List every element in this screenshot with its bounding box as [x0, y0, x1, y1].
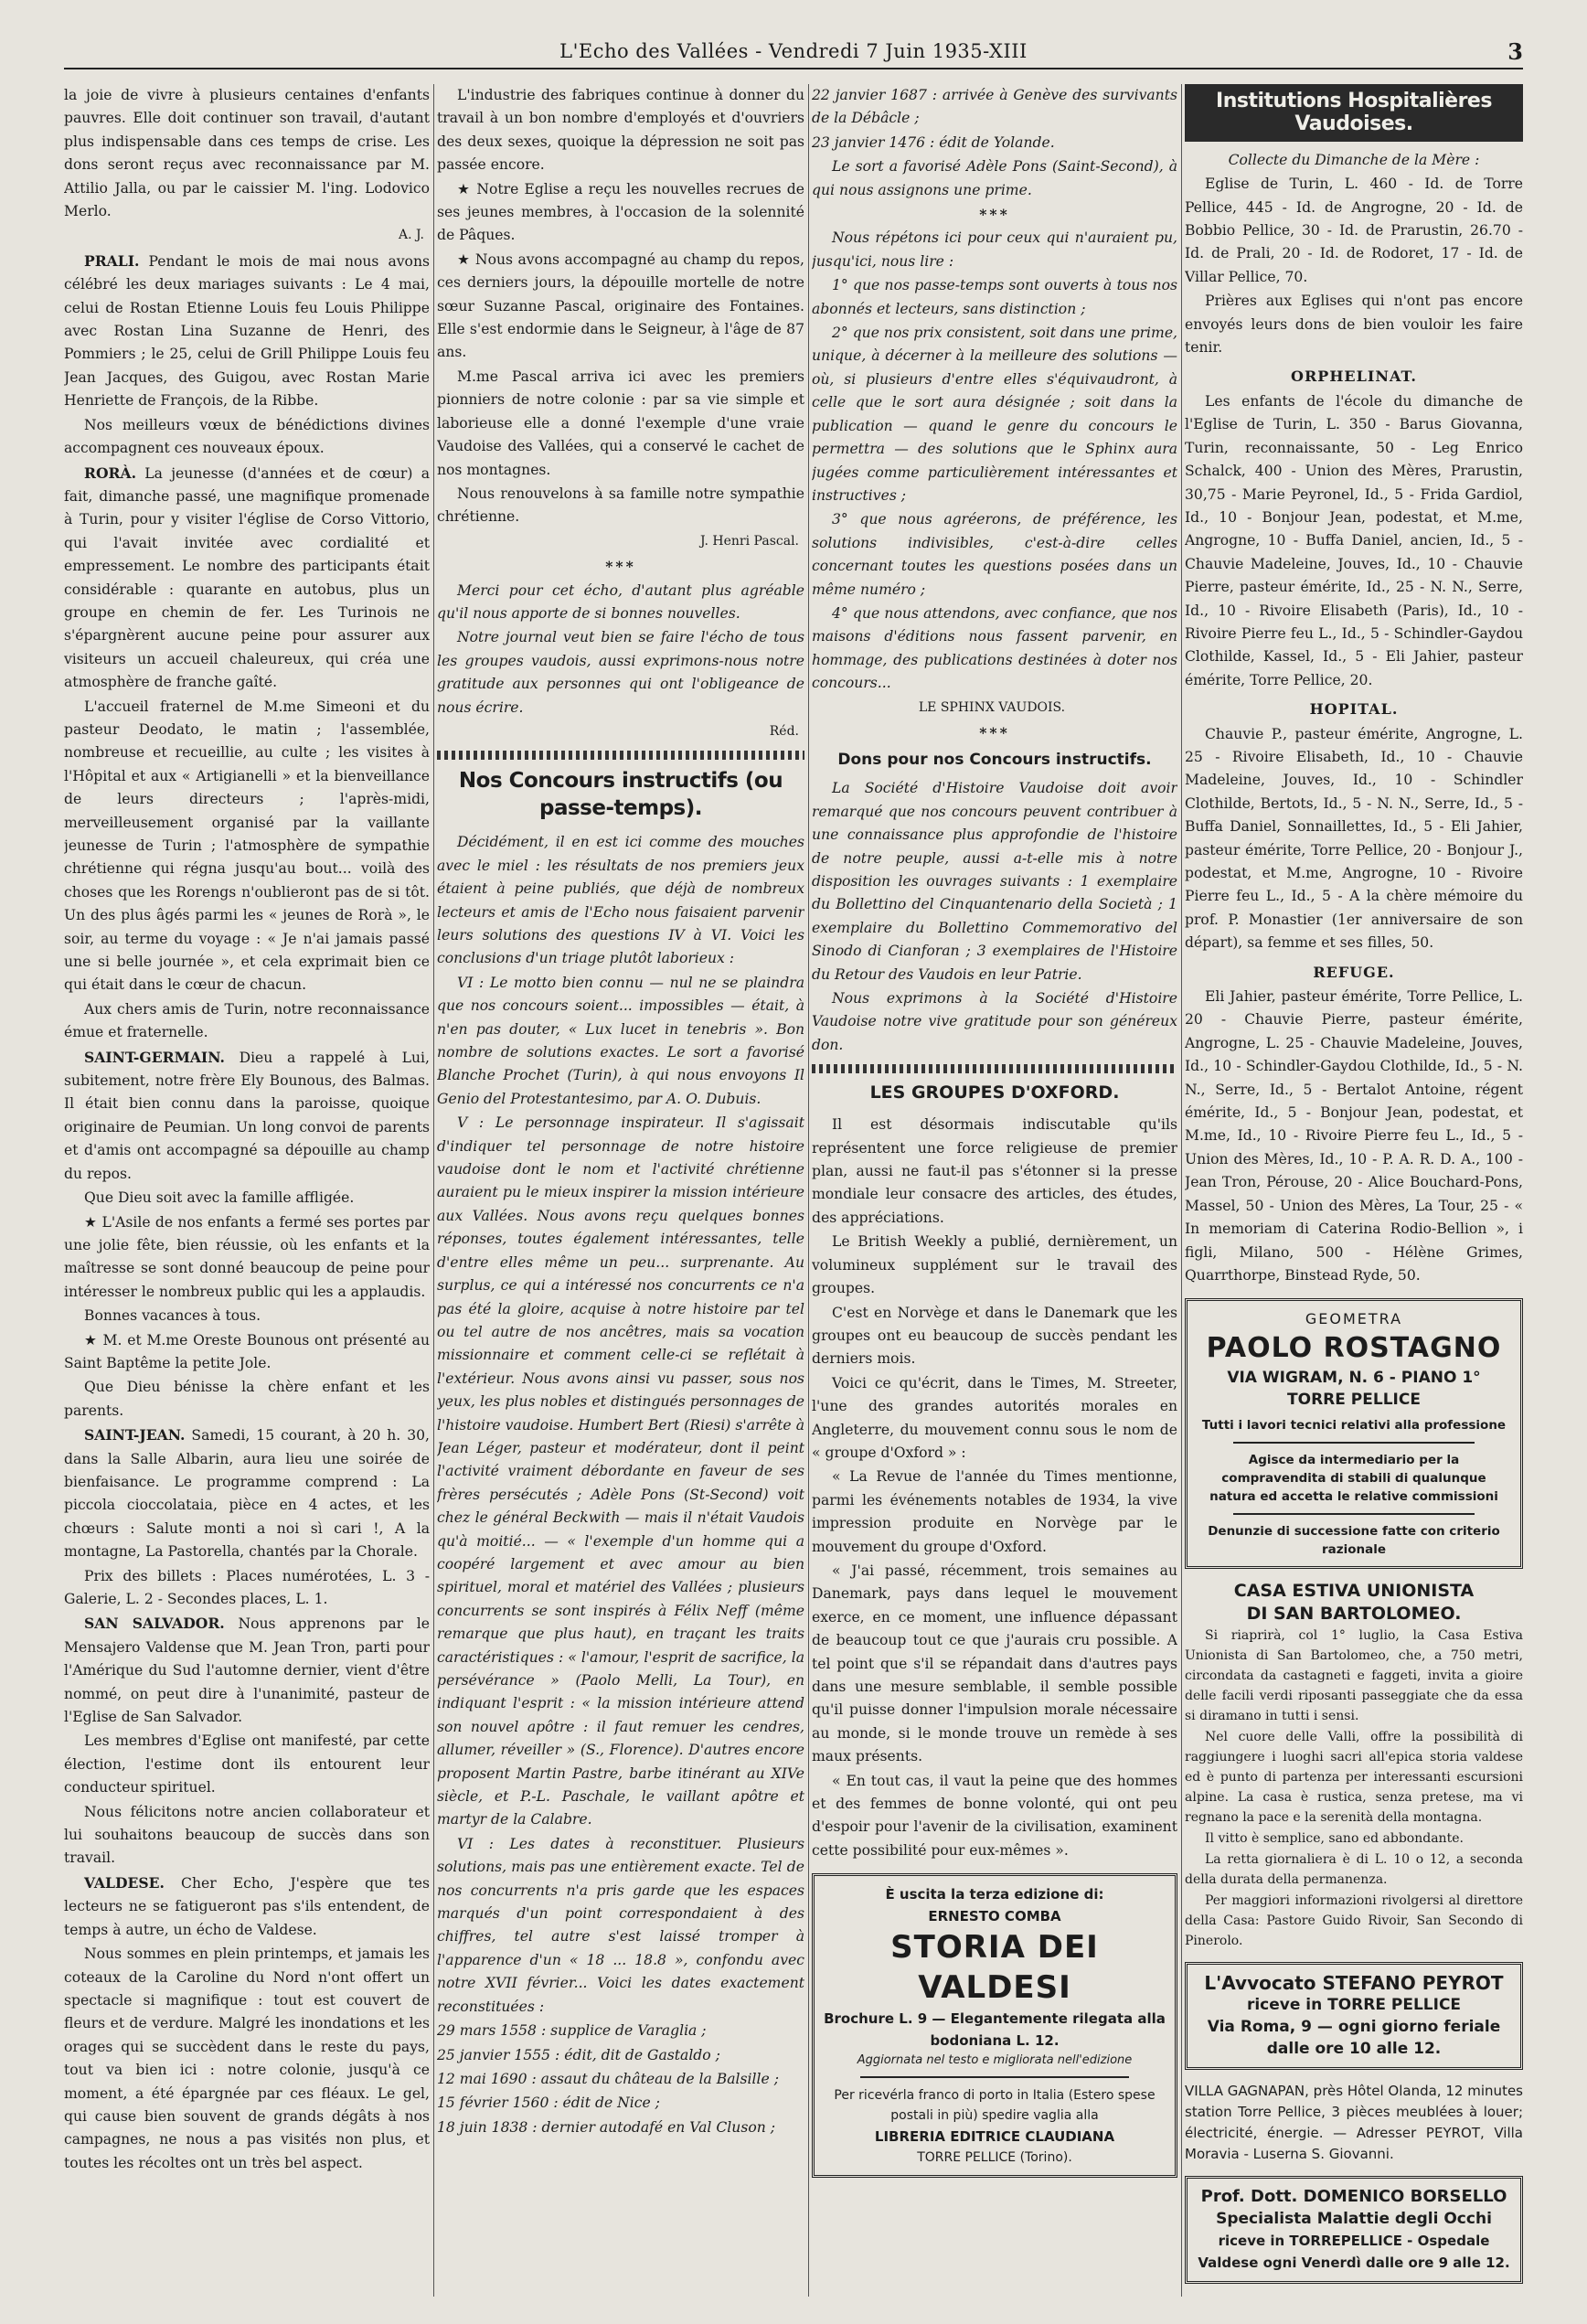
paragraph: RORÀ. La jeunesse (d'années et de cœur) a fait, dimanche passé, une magnifique promenade à Turin, pour y visiter l'église de Corso Vittorio, qui l'avait invitée avec cordialité et empressement. Le nombre des participants était considérable : quarante en autobus, plus un groupe en chemin de fer. Les Turinois ne s'épargnèrent aucune peine pour assurer aux visiteurs un accueil chaleureux, qui créa une atmosphère de franche gaîté. [64, 464, 430, 691]
header-title: L'Echo des Vallées - Vendredi 7 Juin 1935-XIII [559, 40, 1028, 62]
paragraph: ★ L'Asile de nos enfants a fermé ses portes par une jolie fête, bien réussie, où les enfants et la maîtresse se sont donné beaucoup de peine pour intéresser le nombreux public qui les a applaudis. [64, 1213, 430, 1300]
paragraph: Il vitto è semplice, sano ed abbondante. [1205, 1831, 1464, 1847]
paragraph: Décidément, il en est ici comme des mouches avec le miel : les résultats de nos premiers jeux étaient à peine publiés, que déjà de nombreux lecteurs et amis de l'Echo nous faisaient parvenir leurs solutions des questions IV à VI. Voici les conclusions d'un triage plutôt laborieux : [437, 834, 804, 967]
ad-line: Via Roma, 9 — ogni giorno feriale dalle ore 10 alle 12. [1207, 2018, 1501, 2059]
paragraph: Aux chers amis de Turin, notre reconnaissance émue et fraternelle. [64, 1000, 430, 1041]
advertisement-avvocato-peyrot [1185, 1962, 1523, 2070]
paragraph: Chauvie P., pasteur émérite, Angrogne, L. 25 - Rivoire Elisabeth, Id., 10 - Chauvie Madeleine, Jouves, Id., 10 - Schindler Clothilde, Bertots, Id., 5 - N. N., Serre, Id., 5 - Buffa Daniel, Sonnaillettes, Id., 5 - Eli Jahier, pasteur émérite, Torre Pellice, 20 - Bonjour J., podestat, et M.me, Angrogne, 10 - Rivoire Pierre feu L., Id., 5 - A la chère mémoire du prof. P. Monastier (1er anniversaire de son départ), sa femme et ses filles, 50. [1185, 725, 1523, 952]
signature: Réd. [769, 723, 799, 739]
paragraph: Per maggiori informazioni rivolgersi al direttore della Casa: Pastore Guido Rivoir, San Secondo di Pinerolo. [1185, 1893, 1523, 1949]
paragraph: « J'ai passé, récemment, trois semaines au Danemark, pays dans lequel le mouvement exerce, en ce moment, une influence dépassant de beaucoup tout ce que j'aurais cru possible. A tel point que s'il se répandait dans d'autres pays dans une mesure semblable, il semble possible qu'il puisse donner l'impulsion morale nécessaire au monde, si le monde trouve un remède à ses maux présents. [812, 1562, 1177, 1765]
section-heading: SAN SALVADOR. [84, 1615, 225, 1633]
paragraph: V : Le personnage inspirateur. Il s'agissait d'indiquer tel personnage de notre histoire vaudoise dont le nom et l'activité chrétienne auraient pu le mieux inspirer la mission intérieure aux Vallées. Nous avons reçu quelques bonnes réponses, toutes également intéressantes, telle d'entre elles même un peu... surprenante. Au surplus, ce qui a intéressé nos concurrents ce n'a pas été la gloire, acquise à notre histoire par tel ou tel autre de nos ancêtres, mais sa vocation missionnaire et comment celle-ci se reflétait à l'extérieur. Nous avons ainsi vu passer, sous nos yeux, les plus nobles et distingués personnages de l'histoire vaudoise. Humbert Bert (Riesi) s'arrête à Jean Léger, pasteur et modérateur, dont il peint l'activité vraiment débordante en faveur de ses frères persécutés ; Adèle Pons (St-Second) voit chez le général Beckwith — mais il n'était Vaudois qu'à moitié... — « l'exemple d'un homme qui a coopéré largement et avec amour au bien spirituel, moral et matériel des Vallées ; plusieurs concurrents se sont inspirés à Félix Neff (même remarque que plus haut), en traçant les traits caractéristiques : « l'amour, l'esprit de sacrifice, la persévérance » (Paolo Melli, La Tour), en indiquant l'esprit : « la mission intérieure attend son nouvel apôtre : il faut remuer les cendres, allumer, réveiller » (S., Florence). D'autres encore proposent Martin Pastre, barbe itinérant au XIVe siècle, et P.-L. Paschale, le vaillant apôtre et martyr de la Calabre. [437, 1114, 804, 1828]
section-heading: ORPHELINAT. [1291, 368, 1417, 386]
ornamental-divider [437, 751, 804, 760]
list-item: 2° que nos prix consistent, soit dans une prime, unique, à décerner à la meilleure des solutions — où, si plusieurs d'entre elles s'équivaudront, à celle que le sort aura désignée ; soit dans la publication — quand le genre du concours le permettra — des solutions que le Sphinx aura jugées comme particulièrement intéressantes et instructives ; [812, 325, 1177, 504]
ad-title: L'Avvocato STEFANO PEYROT [1204, 1972, 1504, 1995]
column-rule [433, 84, 434, 2297]
page-header [64, 37, 1523, 69]
paragraph: La retta giornaliera è di L. 10 o 12, a seconda della durata della permanenza. [1185, 1852, 1523, 1888]
ad-line: GEOMETRA [1305, 1310, 1403, 1328]
ad-line: riceve in TORREPELLICE - Ospedale Valdese ogni Venerdì dalle ore 9 alle 12. [1198, 2233, 1510, 2272]
ad-line: Brochure L. 9 — Elegantemente rilegata alla bodoniana L. 12. [824, 2010, 1166, 2050]
ad-line: È uscita la terza edizione di: [885, 1886, 1104, 1903]
paragraph: Que Dieu soit avec la famille affligée. [84, 1189, 355, 1207]
paragraph: SAN SALVADOR. Nous apprenons par le Mensajero Valdense que M. Jean Tron, parti pour l'Amérique du Sud l'automne dernier, vient d'être nommé, on peut dire à l'unanimité, pasteur de l'Eglise de San Salvador. [64, 1615, 430, 1726]
advertisement-geometra [1185, 1298, 1523, 1569]
column-1 [64, 84, 430, 2297]
paragraph: Nous félicitons notre ancien collaborateur et lui souhaitons beaucoup de succès dans son travail. [64, 1803, 430, 1867]
paragraph: « La Revue de l'année du Times mentionne, parmi les événements notables de 1934, la vive impression produite en Norvège par le mouvement du groupe d'Oxford. [812, 1468, 1177, 1555]
ad-title: CASA ESTIVA UNIONISTA [1233, 1581, 1475, 1602]
paragraph: « En tout cas, il vaut la peine que des hommes et des femmes de bonne volonté, qui ont peu d'espoir pour l'avenir de la civilisation, examinent cette possibilité pour eux-mêmes ». [812, 1772, 1177, 1859]
ad-line: Per ricevérla franco di porto in Italia (Estero spese postali in più) spedire vaglia alla [834, 2088, 1156, 2124]
article-heading: LES GROUPES D'OXFORD. [869, 1082, 1120, 1103]
column-2 [437, 84, 804, 2297]
column-rule [1181, 84, 1182, 2297]
paragraph: la joie de vivre à plusieurs centaines d'enfants pauvres. Elle doit continuer son travail, d'autant plus indispensable dans ces temps de crise. Les dons seront reçus avec reconnaissance par M. Attilio Jalla, ou par le caissier M. l'ing. Lodovico Merlo. [64, 87, 430, 220]
paragraph: SAINT-JEAN. Samedi, 15 courant, à 20 h. 30, dans la Salle Albarin, aura lieu une soirée de bienfaisance. Le programme comprend : La piccola cioccolataia, pièce en 4 actes, et les chœurs : Salute monti a noi sì cari !, A la montagne, La Pastorella, chantés par la Chorale. [64, 1426, 430, 1561]
paragraph: Nous exprimons à la Société d'Histoire Vaudoise notre vive gratitude pour son généreux don. [812, 990, 1177, 1053]
section-heading: SAINT-JEAN. [84, 1426, 186, 1445]
paragraph: Bonnes vacances à tous. [84, 1307, 261, 1325]
advertisement-storia-dei-valdesi [812, 1873, 1177, 2178]
paragraph: Les enfants de l'école du dimanche de l'Eglise de Turin, L. 350 - Barus Giovanna, Turin, reconnaissante, 50 - Leg Enrico Schalck, 400 - Union des Mères, Prarustin, 30,75 - Marie Peyronel, Id., 5 - Frida Gardiol, Id., 10 - Bonjour Jean, podestat, et M.me, Angrogne, 10 - Buffa Daniel, ancien, Id., 5 - Chauvie Madeleine, Jouves, Id., 10 - Chauvie Pierre, pasteur émérite, Id., 25 - N. N., Serre, Id., 10 - Rivoire Elisabeth (Paris), Id., 10 - Rivoire Pierre feu L., Id., 5 - Schindler-Gaydou Clothilde, Kassel, Id., 5 - Eli Jahier, pasteur émérite, Torre Pellice, 20. [1185, 392, 1523, 688]
paragraph: Nous sommes en plein printemps, et jamais les coteaux de la Caroline du Nord n'ont offert un spectacle si magnifique : tout est couvert de fleurs et de verdure. Malgré les inondations et les orages qui se succèdent dans le reste du pays, tout va bien ici : notre colonie, jusqu'à ce moment, a été épargnée par ces fléaux. Le gel, qui cause bien souvent de grands dégâts à nos campagnes, ne nous a pas visités non plus, et toutes les récoltes ont un très bel aspect. [64, 1946, 430, 2171]
paragraph: Le British Weekly a publié, dernièrement, un volumineux supplément sur le travail des groupes. [812, 1233, 1177, 1297]
ad-line: VIA WIGRAM, N. 6 - PIANO 1° [1227, 1369, 1481, 1388]
paragraph: L'industrie des fabriques continue à donner du travail à un bon nombre d'employés et d'ouvriers des deux sexes, quoique la dépression ne soit pas passée encore. [437, 87, 804, 174]
paragraph: ★ Notre Eglise a reçu les nouvelles recrues de ses jeunes membres, à l'occasion de la solennité de Pâques. [437, 180, 804, 244]
paragraph: C'est en Norvège et dans le Danemark que les groupes ont eu beaucoup de succès pendant les derniers mois. [812, 1304, 1177, 1368]
banner-heading: Institutions Hospitalières Vaudoises. [1185, 84, 1523, 142]
date-line: 23 janvier 1476 : édit de Yolande. [812, 133, 1055, 151]
column-3 [812, 84, 1177, 2297]
section-heading: SAINT-GERMAIN. [84, 1048, 225, 1066]
ad-line: Aggiornata nel testo e migliorata nell'edizione [857, 2053, 1133, 2068]
signature: A. J. [399, 228, 424, 243]
ad-rule [1233, 1442, 1475, 1444]
paragraph: Nous répétons ici pour ceux qui n'auraient pu, jusqu'ici, nous lire : [812, 229, 1177, 270]
separator-stars: *** [979, 206, 1010, 224]
paragraph: M.me Pascal arriva ici avec les premiers pionniers de notre colonie : par sa vie simple et laborieuse elle a donné l'exemple d'une vraie Vaudoise des Vallées, qui a conservé le cachet de nos montagnes. [437, 368, 804, 478]
list-item: 4° que nous attendons, avec confiance, que nos maisons d'éditions nous fassent parvenir, en hommage, des publications destinées à doter nos concours... [812, 604, 1177, 692]
paragraph: ★ M. et M.me Oreste Bounous ont présenté au Saint Baptême la petite Jole. [64, 1331, 430, 1371]
paragraph: VI : Les dates à reconstituer. Plusieurs solutions, mais pas une entièrement exacte. Tel de nos concurrents n'a pris garde que les espaces marqués d'un point correspondaient à des chiffres, tel autre s'est laissé tromper à l'apparence d'un « 18 ... 18.8 », confondu avec notre XVII février... Voici les dates exactement reconstituées : [437, 1835, 804, 2015]
paragraph: ★ Nous avons accompagné au champ du repos, ces derniers jours, la dépouille mortelle de notre sœur Suzanne Pascal, originaire des Fontaines. Elle s'est endormie dans le Seigneur, à l'âge de 87 ans. [437, 251, 804, 361]
ad-title: Prof. Dott. DOMENICO BORSELLO [1200, 2187, 1507, 2207]
paragraph: PRALI. Pendant le mois de mai nous avons célébré les deux mariages suivants : Le 4 mai, celui de Rostan Etienne Louis feu Louis Philippe avec Rostan Lina Suzanne de Henri, des Pommiers ; le 25, celui de Grill Philippe Louis feu Jean Jacques, des Guigou, avec Rostan Marie Henriette de François, de la Ribbe. [64, 251, 430, 410]
ad-line: Denunzie di successione fatte con criterio razionale [1208, 1524, 1500, 1558]
article-heading: Dons pour nos Concours instructifs. [837, 751, 1152, 770]
paragraph: Prix des billets : Places numérotées, L. 3 - Galerie, L. 2 - Secondes places, L. 1. [64, 1567, 430, 1607]
advertisement-borsello [1185, 2176, 1523, 2284]
ad-line: TORRE PELLICE (Torino). [917, 2150, 1072, 2166]
paragraph: Voici ce qu'écrit, dans le Times, M. Streeter, l'une des grandes autorités morales en Angleterre, du mouvement connu sous le nom de « groupe d'Oxford » : [812, 1374, 1177, 1461]
paragraph: Il est désormais indiscutable qu'ils représentent une force religieuse de premier plan, aussi ne faut-il pas s'étonner si la presse mondiale leur consacre des articles, des études, des appréciations. [812, 1116, 1177, 1226]
subheading: Collecte du Dimanche de la Mère : [1228, 151, 1480, 168]
paragraph: Eli Jahier, pasteur émérite, Torre Pellice, L. 20 - Chauvie Pierre, pasteur émérite, Angrogne, L. 25 - Chauvie Madeleine, Jouves, Id., 10 - Schindler-Gaydou Clothilde, Id., 5 - N. N., Serre, Id., 5 - Bertalot Antoine, régent émérite, Id., 5 - Bonjour Jean, podestat, et M.me, Id., 10 - Rivoire Pierre feu L., Id., 5 - Union des Mères, Id., 10 - P. A. R. D. A., 100 - Jean Tron, Pérouse, 20 - Alice Bouchard-Pons, Massel, 50 - Union des Mères, La Tour, 25 - « In memoriam di Caterina Rodio-Bellion », i figli, Milano, 500 - Hélène Grimes, Quarrthorpe, Binstead Ryde, 50. [1185, 988, 1523, 1284]
date-line: 12 mai 1690 : assaut du château de la Balsille ; [437, 2070, 779, 2087]
paragraph: Le sort a favorisé Adèle Pons (Saint-Second), à qui nous assignons une prime. [812, 158, 1177, 198]
list-item: 1° que nos passe-temps sont ouverts à tous nos abonnés et lecteurs, sans distinction ; [812, 277, 1177, 317]
paragraph: Les membres d'Eglise ont manifesté, par cette élection, l'estime dont ils entourent leur conducteur spirituel. [64, 1732, 430, 1796]
paragraph: Merci pour cet écho, d'autant plus agréable qu'il nous apporte de si bonnes nouvelles. [437, 581, 804, 622]
section-heading: PRALI. [84, 251, 140, 270]
list-item: 3° que nous agréerons, de préférence, les solutions indivisibles, c'est-à-dire celles concernant toutes les questions posées dans un même numéro ; [812, 511, 1177, 598]
page-number: 3 [1507, 38, 1523, 65]
signature: J. Henri Pascal. [700, 533, 799, 549]
ad-rule [1233, 1513, 1475, 1515]
ad-title: DI SAN BARTOLOMEO. [1246, 1604, 1462, 1625]
paragraph: Si riaprirà, col 1° luglio, la Casa Estiva Unionista di San Bartolomeo, che, a 750 metri, circondata da castagneti e faggeti, invita a gioire delle facili verdi riposanti passeggiate che da essa si diramano in tutti i sensi. [1185, 1628, 1523, 1724]
section-heading: REFUGE. [1313, 963, 1395, 981]
article-heading: Nos Concours instructifs (ou passe-temps). [458, 769, 783, 821]
date-line: 22 janvier 1687 : arrivée à Genève des survivants de la Débâcle ; [812, 87, 1177, 127]
ad-line: Agisce da intermediario per la compravendita di stabili di qualunque natura ed accetta le relative commissioni [1209, 1453, 1498, 1505]
paragraph: Que Dieu bénisse la chère enfant et les parents. [64, 1379, 430, 1419]
section-heading: RORÀ. [84, 464, 137, 482]
paragraph: Prières aux Eglises qui n'ont pas encore envoyés leurs dons de bien vouloir les faire tenir. [1185, 293, 1523, 357]
ad-title: PAOLO ROSTAGNO [1206, 1332, 1502, 1365]
separator-stars: *** [605, 558, 636, 576]
ad-author: ERNESTO COMBA [928, 1908, 1061, 1925]
column-rule [808, 84, 809, 2297]
paragraph: Nos meilleurs vœux de bénédictions divines accompagnent ces nouveaux époux. [64, 416, 430, 457]
advertisement-casa-estiva [1185, 1580, 1523, 1951]
date-line: 18 juin 1838 : dernier autodafé en Val Cluson ; [437, 2118, 775, 2136]
section-heading: VALDESE. [84, 1873, 165, 1892]
villa-notice: VILLA GAGNAPAN, près Hôtel Olanda, 12 minutes station Torre Pellice, 3 pièces meublées à louer; électricité, énergie. — Adresser PEYROT, Villa Moravia - Luserna S. Giovanni. [1185, 2083, 1523, 2163]
ad-rule [860, 2076, 1129, 2078]
paragraph: VALDESE. Cher Echo, J'espère que tes lecteurs ne se fatigueront pas s'ils entendent, de temps à autre, un écho de Valdese. [64, 1873, 430, 1938]
ornamental-divider [812, 1064, 1177, 1073]
paragraph: Nous renouvelons à sa famille notre sympathie chrétienne. [437, 485, 804, 526]
paragraph: VI : Le motto bien connu — nul ne se plaindra que nos concours soient... impossibles — était, à n'en pas douter, « Lux lucet in tenebris ». Bon nombre de solutions exactes. Le sort a favorisé Blanche Prochet (Turin), à qui nous envoyons Il Genio del Protestantesimo, par A. O. Dubuis. [437, 974, 804, 1107]
ad-line: Tutti i lavori tecnici relativi alla professione [1201, 1418, 1507, 1434]
column-4 [1185, 84, 1523, 2297]
signature: LE SPHINX VAUDOIS. [918, 699, 1066, 715]
paragraph: Notre journal veut bien se faire l'écho de tous les groupes vaudois, aussi exprimons-nous notre gratitude aux personnes qui ont l'obligeance de nous écrire. [437, 629, 804, 716]
ad-line: riceve in TORRE PELLICE [1246, 1996, 1462, 2015]
ad-title: STORIA DEI VALDESI [890, 1929, 1099, 2007]
paragraph: La Société d'Histoire Vaudoise doit avoir remarqué que nos concours peuvent contribuer à une connaissance plus approfondie de l'histoire de notre peuple, aussi a-t-elle mis à notre disposition les ouvrages suivants : 1 exemplaire du Bollettino del Cinquantenario della Società ; 1 exemplaire du Bollettino Commemorativo del Sinodo di Cianforan ; 3 exemplaires de l'Histoire du Retour des Vaudois en leur Patrie. [812, 780, 1177, 983]
paragraph: Nel cuore delle Valli, offre la possibilità di raggiungere i luoghi sacri all'epica storia valdese ed è punto di partenza per interessanti escursioni alpine. La casa è rustica, senza pretese, ma vi regnano la pace e la serenità della montagna. [1185, 1730, 1523, 1826]
ad-line: TORRE PELLICE [1287, 1391, 1421, 1410]
paragraph: Eglise de Turin, L. 460 - Id. de Torre Pellice, 445 - Id. de Angrogne, 20 - Id. de Bobbio Pellice, 30 - Id. de Prarustin, 26.70 - Id. de Prali, 20 - Id. de Rodoret, 17 - Id. de Villar Pellice, 70. [1185, 176, 1523, 285]
paragraph: L'accueil fraternel de M.me Simeoni et du pasteur Deodato, le matin ; l'assemblée, nombreuse et recueillie, au culte ; les visites à l'Hôpital et aux « Artigianelli » et la bienveillance de leurs directeurs ; l'après-midi, merveilleusement organisé par la vaillante jeunesse de Turin ; l'atmosphère de sympathie chrétienne qui régna jusqu'au bout... voilà des choses que les Rorengs n'oublieront pas de si tôt. Un des plus âgés parmi les « jeunes de Rorà », le soir, au terme du voyage : « Je n'ai jamais passé une si belle journée », et cela exprimait bien ce qui était dans le cœur de chacun. [64, 698, 430, 994]
ad-line: Specialista Malattie degli Occhi [1216, 2210, 1492, 2229]
ad-line: LIBRERIA EDITRICE CLAUDIANA [874, 2128, 1115, 2146]
date-line: 29 mars 1558 : supplice de Varaglia ; [437, 2022, 707, 2040]
section-heading: HOPITAL. [1309, 700, 1399, 719]
date-line: 25 janvier 1555 : édit, dit de Gastaldo ; [437, 2046, 720, 2063]
paragraph: SAINT-GERMAIN. Dieu a rappelé à Lui, subitement, notre frère Ely Bounous, des Balmas. Il était bien connu dans la paroisse, quoique originaire de Peumian. Un long convoi de parents et d'amis ont accompagné sa dépouille au champ du repos. [64, 1048, 430, 1182]
date-line: 15 février 1560 : édit de Nice ; [437, 2095, 660, 2112]
separator-stars: *** [979, 723, 1010, 741]
